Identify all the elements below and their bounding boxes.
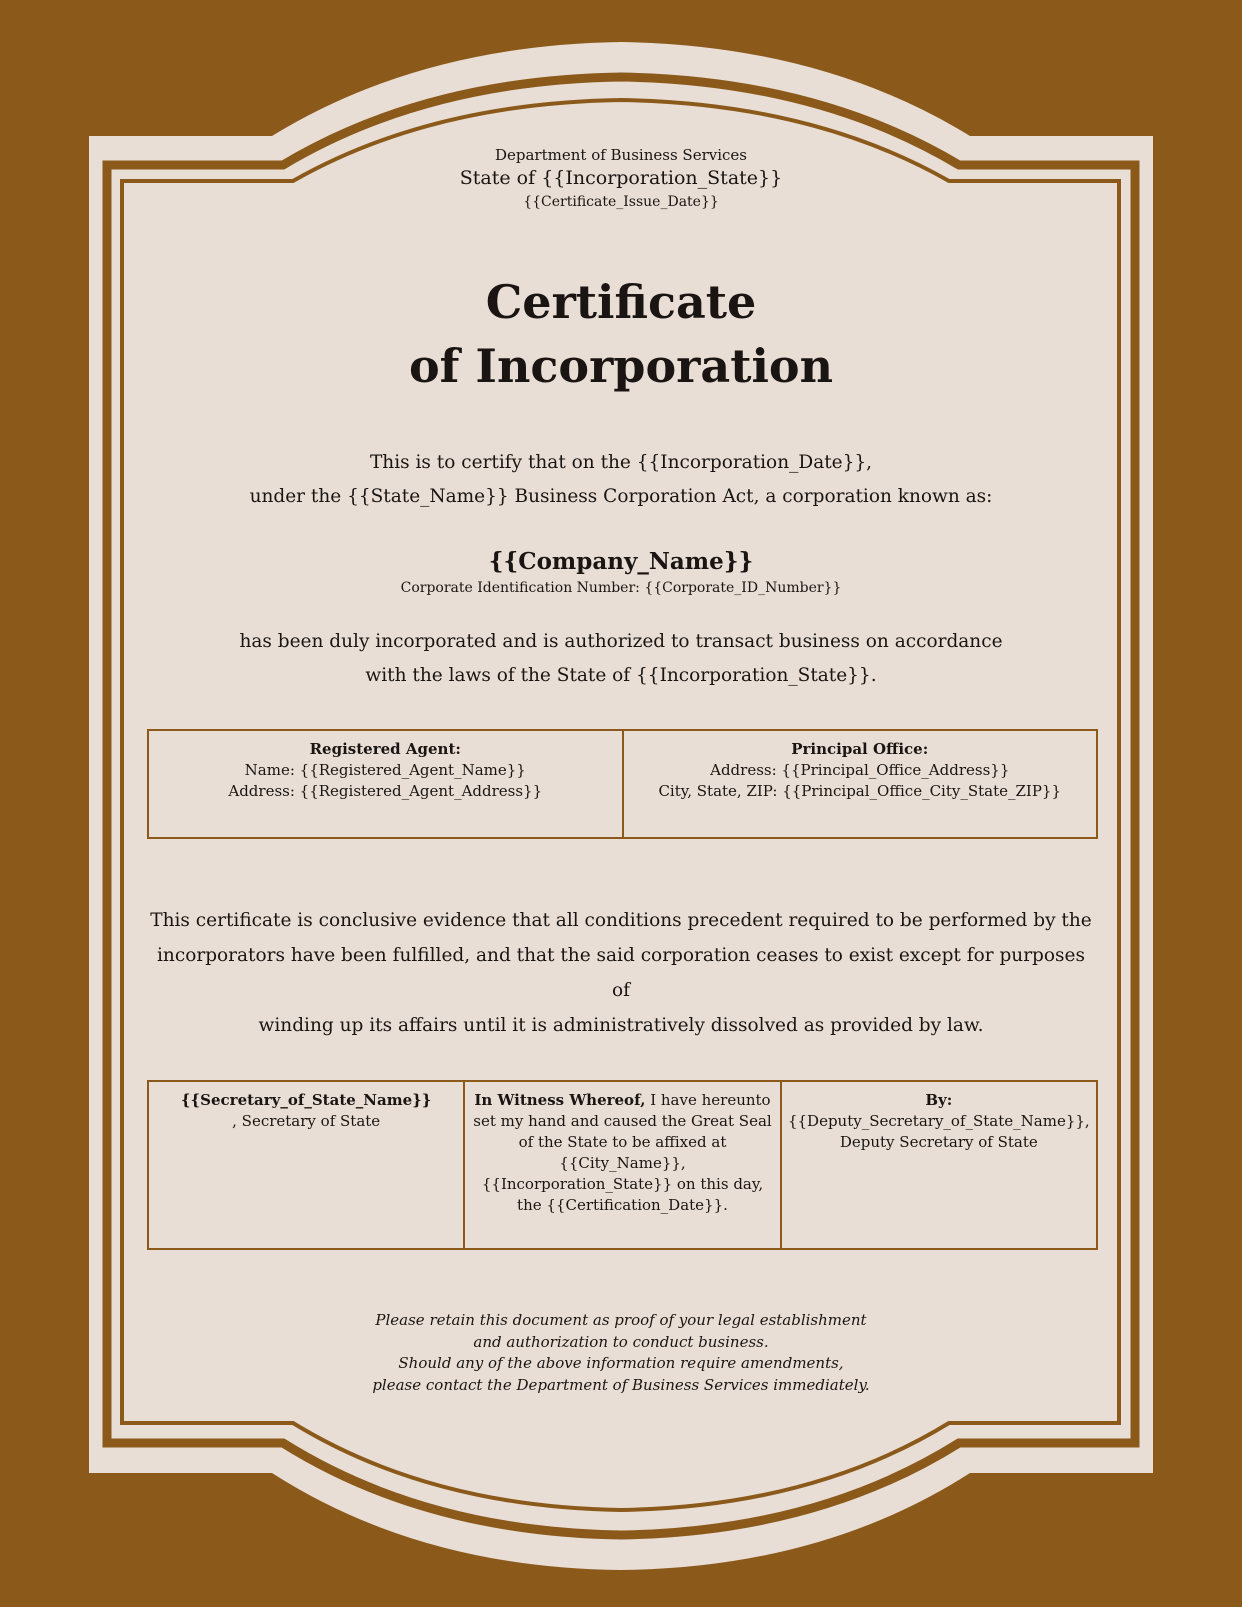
conclusive-line-2: incorporators have been fulfilled, and that the said corporation ceases to exist except for purposes of [157,945,1085,1001]
conclusive-line-3: winding up its affairs until it is administratively dissolved as provided by law. [258,1015,984,1036]
registered-agent-cell [148,730,623,838]
state-line: State of {{Incorporation_State}} [459,167,783,189]
certify-line-2: under the {{State_Name}} Business Corporation Act, a corporation known as: [249,486,993,507]
by-label: By: [925,1091,953,1109]
witness-text: I have hereunto set my hand and caused the Great Seal of the State to be affixed at {{City_Name}}, {{Incorporation_State}} on this day, the {{Certification_Date}}. [473,1091,772,1214]
footer-line-1: Please retain this document as proof of your legal establishment [375,1311,867,1329]
registered-agent-name: Name: {{Registered_Agent_Name}} [244,761,526,779]
principal-office-address: Address: {{Principal_Office_Address}} [710,761,1010,779]
page-title [0,270,1242,398]
issue-date: {{Certificate_Issue_Date}} [523,194,719,210]
footer-line-2: and authorization to conduct business. [473,1332,769,1351]
footer-note [0,1310,1242,1396]
department-name: Department of Business Services [494,146,747,164]
registered-agent-address: Address: {{Registered_Agent_Address}} [228,782,543,800]
conclusive-line-1: This certificate is conclusive evidence that all conditions precedent required to be performed by the [150,910,1092,931]
principal-office-city-state-zip: City, State, ZIP: {{Principal_Office_City_State_ZIP}} [658,782,1062,800]
deputy-secretary: {{Deputy_Secretary_of_State_Name}}, Deputy Secretary of State [787,1112,1090,1151]
title-line-1: Certificate [485,275,757,329]
witness-bold: In Witness Whereof, [474,1091,646,1109]
footer-line-3: Should any of the above information require amendments, [398,1354,844,1372]
secretary-name: {{Secretary_of_State_Name}} [180,1091,432,1109]
duly-paragraph [0,625,1242,693]
footer-line-4: please contact the Department of Business Services immediately. [372,1375,870,1394]
duly-line-2: with the laws of the State of {{Incorporation_State}}. [365,665,877,686]
signature-table [147,1080,1098,1250]
duly-line-1: has been duly incorporated and is authorized to transact business on accordance [239,631,1003,652]
agent-office-table [147,729,1098,839]
principal-office-heading: Principal Office: [791,740,929,758]
certify-paragraph [0,446,1242,514]
secretary-cell [148,1081,464,1249]
title-line-2: of Incorporation [408,339,834,393]
secretary-title: , Secretary of State [232,1112,381,1130]
certify-line-1: This is to certify that on the {{Incorporation_Date}}, [369,452,873,473]
corporate-id: Corporate Identification Number: {{Corporate_ID_Number}} [400,580,842,596]
registered-agent-heading: Registered Agent: [309,740,461,758]
principal-office-cell [623,730,1098,838]
conclusive-paragraph [0,903,1242,1043]
witness-cell [464,1081,780,1249]
deputy-cell [781,1081,1097,1249]
company-name: {{Company_Name}} [488,548,754,575]
